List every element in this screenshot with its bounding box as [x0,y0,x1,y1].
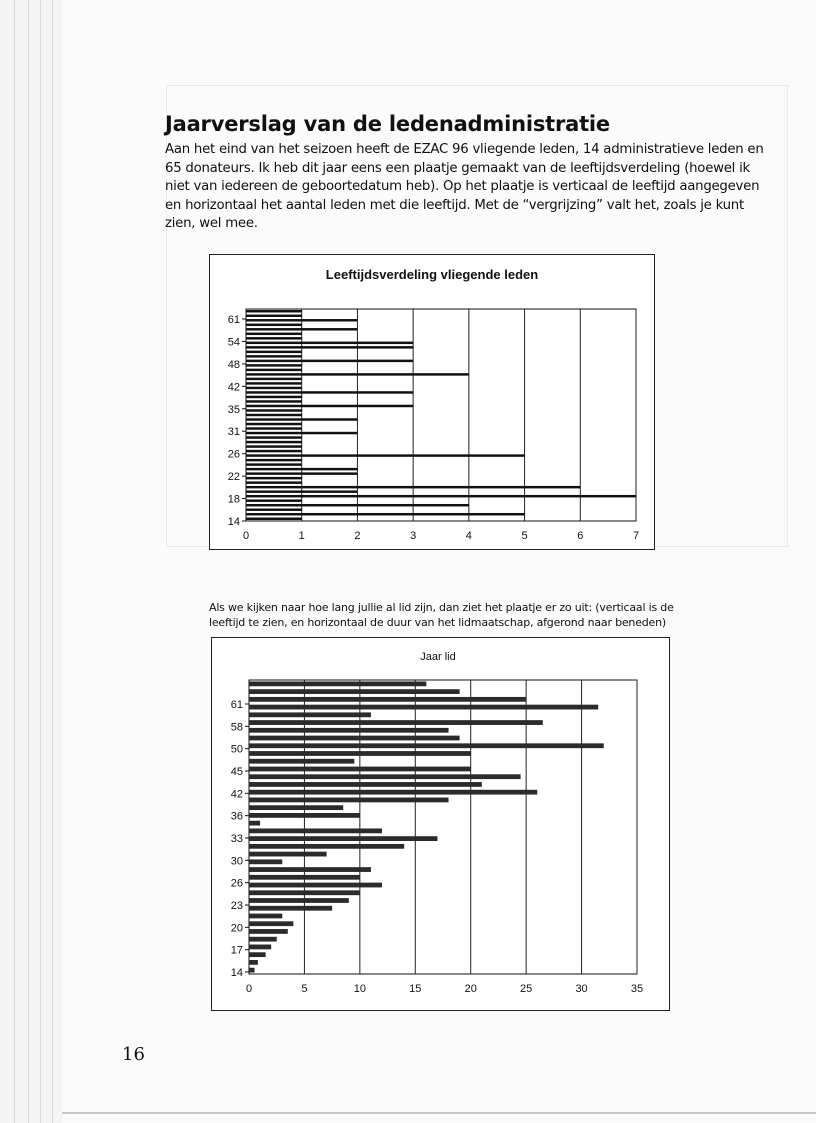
bar [246,409,302,411]
bar [249,929,288,934]
bar [246,387,302,389]
x-tick-label: 2 [354,530,361,542]
bar [246,351,302,353]
bar [249,844,404,849]
bar [249,798,449,803]
age-distribution-chart [209,254,655,550]
bar [246,450,302,452]
y-tick-label: 31 [227,426,240,439]
x-tick-label: 4 [465,530,472,542]
bar [249,759,354,764]
age-distribution-chart-svg [210,255,654,549]
bar [249,805,343,810]
bar [249,898,349,903]
bar [249,921,293,926]
bar [246,382,302,384]
bar [246,373,469,375]
bar [246,472,357,474]
x-tick-label: 30 [575,983,588,995]
bar [249,968,255,973]
x-tick-label: 10 [353,983,366,995]
y-tick-label: 48 [227,358,240,371]
bar [246,513,525,515]
bar [246,346,413,348]
bar [249,828,382,833]
intro-paragraph: Aan het eind van het seizoen heeft de EZAC 96 vliegende leden, 14 administratieve leden en 65 donateurs. Ik heb dit jaar eens een plaatje gemaakt van de leeftijdsverdeling (hoewel ik niet van iedereen de geboortedatum heb). Op het plaatje is verticaal de leeftijd aangegeven en horizontaal het aantal leden met die leeftijd. Met de “vergrijzing” valt het, zoals je kunt zien, wel mee. [165,142,764,232]
bar [249,821,260,826]
bar [249,790,537,795]
x-tick-label: 1 [298,530,305,542]
bar [246,369,302,371]
membership-duration-caption: Als we kijken naar hoe lang jullie al lid zijn, dan ziet het plaatje er zo uit: (verticaal is de leeftijd te zien, en horizontaal de duur van het lidmaatschap, afgerond naar beneden) [209,601,674,629]
bar [249,774,521,779]
bar [246,400,302,402]
bar [249,945,271,950]
bar [249,751,471,756]
bar [246,337,302,339]
x-tick-label: 5 [301,983,308,995]
bar [246,423,302,425]
bar [246,436,302,438]
y-tick-label: 58 [230,721,243,734]
bar [246,432,357,434]
chart-title: Jaar lid [420,651,456,663]
bar [249,782,482,787]
bar [249,914,282,919]
bar [246,328,357,330]
bar [246,319,357,321]
bar [249,875,360,880]
bar [246,477,302,479]
bar [246,324,302,326]
bar [246,490,357,492]
y-tick-label: 26 [230,877,243,890]
bar [249,681,426,686]
plot-area [246,309,636,521]
bar [246,378,302,380]
y-tick-label: 20 [230,922,243,935]
y-tick-label: 35 [227,403,240,416]
x-tick-label: 0 [242,530,250,542]
y-tick-label: 14 [227,516,240,528]
y-tick-label: 50 [230,743,243,756]
x-tick-label: 6 [577,530,584,542]
bar [246,441,302,443]
y-tick-label: 54 [227,336,240,349]
bar [249,852,327,857]
bar [246,396,302,398]
x-tick-label: 20 [464,983,477,995]
y-tick-label: 23 [230,900,243,912]
bar [246,310,302,312]
bar [246,418,357,420]
bar [246,427,302,429]
bar [249,859,282,864]
chart-title: Leeftijdsverdeling vliegende leden [325,267,539,282]
x-tick-label: 0 [245,983,253,995]
bar [246,499,302,501]
y-tick-label: 42 [230,788,243,801]
bar [246,504,469,506]
bar [249,952,266,957]
bar [249,883,382,888]
y-tick-label: 45 [230,766,243,778]
y-tick-label: 18 [227,493,240,506]
bar [249,705,598,710]
bar [246,518,302,520]
bar [246,463,302,465]
x-tick-label: 3 [410,530,417,542]
bar [246,360,413,362]
bar [246,486,580,488]
x-tick-label: 7 [632,530,640,542]
page-number: 16 [122,1044,145,1065]
x-tick-label: 25 [520,983,533,995]
y-tick-label: 42 [227,381,240,394]
bar [249,767,471,772]
bar [246,342,413,344]
bar [246,405,413,407]
bar [246,454,525,456]
bar [246,391,413,393]
bar [246,508,302,510]
membership-years-chart-svg [212,638,669,1010]
document-title: Jaarverslag van de ledenadministratie [165,112,610,136]
bar [246,414,302,416]
bar [249,937,277,942]
y-tick-label: 61 [230,699,243,711]
y-tick-label: 22 [227,471,240,484]
bar [249,890,360,895]
x-tick-label: 35 [630,983,644,995]
bar [249,720,543,725]
bar [246,495,636,497]
bar [249,728,449,733]
bar [249,906,332,911]
y-tick-label: 33 [230,833,243,845]
bar [249,689,460,694]
bar [246,481,302,483]
y-tick-label: 17 [230,944,243,957]
bar [249,836,437,841]
bar [246,468,357,470]
membership-years-chart [211,637,670,1011]
y-tick-label: 36 [230,810,243,823]
page-bottom-edge [62,1112,816,1114]
bar [246,315,302,317]
bar [246,355,302,357]
bar [249,697,526,702]
bar [246,333,302,335]
y-tick-label: 30 [230,855,243,868]
x-tick-label: 5 [521,530,528,542]
bar [249,960,258,965]
bar [246,459,302,461]
y-tick-label: 61 [227,314,240,326]
bar [249,712,371,717]
bar [249,867,371,872]
bar [246,364,302,366]
bar [246,445,302,447]
y-tick-label: 26 [227,448,240,461]
x-tick-label: 15 [409,983,422,995]
bar [249,736,460,741]
bar [249,813,360,818]
bar [249,743,604,748]
y-tick-label: 14 [230,967,243,979]
